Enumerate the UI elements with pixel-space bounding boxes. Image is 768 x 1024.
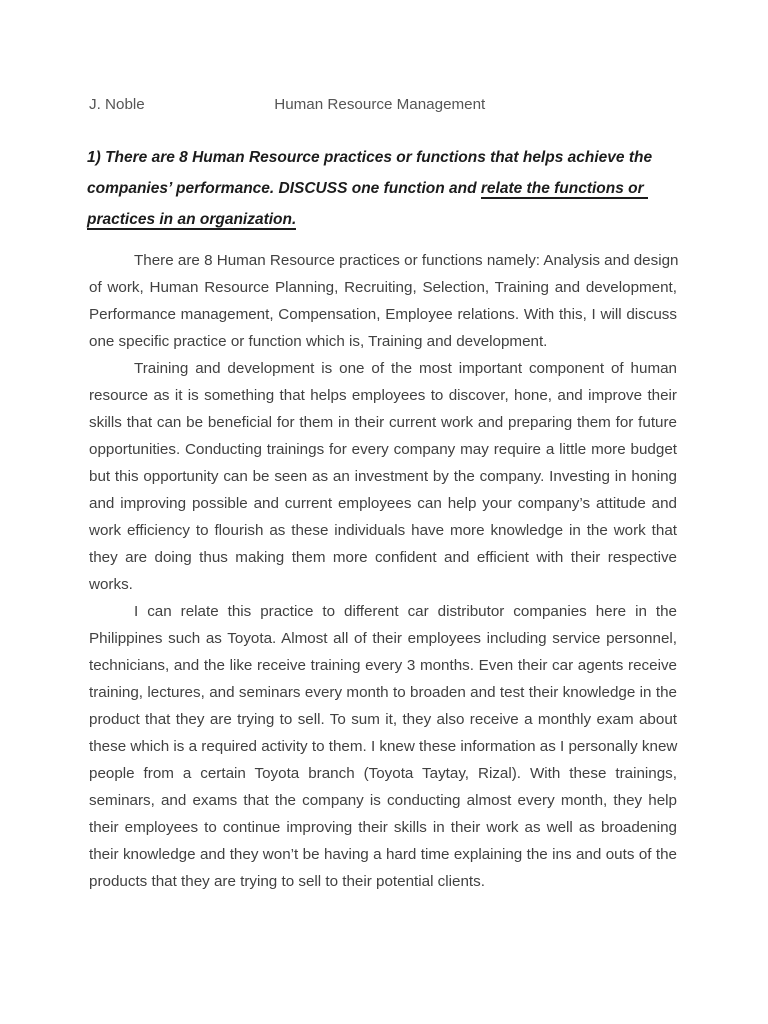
essay-line: their employees to continue improving their skills in their work as well as broadening [89,819,677,836]
heading-line: 1) There are 8 Human Resource practices or functions that helps achieve the [87,149,653,166]
essay-line: one specific practice or function which is, Training and development. [89,333,548,350]
question-heading [87,142,677,235]
underlined-text: relate the functions or [480,180,648,197]
essay-body [89,247,677,895]
essay-paragraph [89,247,677,355]
essay-line: opportunities. Conducting trainings for every company may require a little more budget [89,441,677,458]
essay-line: I can relate this practice to different car distributor companies here in the [134,603,677,620]
document-content [89,95,677,895]
essay-line: There are 8 Human Resource practices or functions namely: Analysis and design [134,252,679,269]
essay-line: Philippines such as Toyota. Almost all of their employees including service personnel, [89,630,677,647]
essay-line: and improving possible and current employees can help your company’s attitude and [89,495,677,512]
essay-line: works. [89,576,133,593]
essay-paragraph [89,598,677,895]
essay-line: product that they are trying to sell. To sum it, they also receive a monthly exam about [89,711,677,728]
heading-line: companies’ performance. DISCUSS one function and relate the functions or [87,180,648,197]
essay-line: technicians, and the like receive training every 3 months. Even their car agents receive [89,657,677,674]
heading-line [87,204,677,235]
course-title: Human Resource Management [274,96,486,113]
author-name: J. Noble [89,96,145,113]
essay-line: their knowledge and they won’t be having a hard time explaining the ins and outs of the [89,846,677,863]
essay-line: of work, Human Resource Planning, Recruiting, Selection, Training and development, [89,279,677,296]
essay-line: they are doing thus making them more confident and efficient with their respective [89,549,677,566]
essay-paragraph [89,355,677,598]
essay-line: Training and development is one of the most important component of human [134,360,677,377]
essay-line: Performance management, Compensation, Employee relations. With this, I will discuss [89,306,677,323]
essay-line: but this opportunity can be seen as an investment by the company. Investing in honing [89,468,677,485]
document-header [89,95,677,114]
essay-line: seminars, and exams that the company is conducting almost every month, they help [89,792,677,809]
essay-line: products that they are trying to sell to their potential clients. [89,873,485,890]
essay-line: work efficiency to flourish as these individuals have more knowledge in the work that [89,522,677,539]
essay-line: people from a certain Toyota branch (Toyota Taytay, Rizal). With these trainings, [89,765,677,782]
essay-line: these which is a required activity to them. I knew these information as I personally knew [89,738,678,755]
essay-line: training, lectures, and seminars every month to broaden and test their knowledge in the [89,684,677,701]
underlined-text: practices in an organization. [87,211,297,228]
essay-line: skills that can be beneficial for them in their current work and preparing them for future [89,414,677,431]
essay-line: resource as it is something that helps employees to discover, hone, and improve their [89,387,677,404]
